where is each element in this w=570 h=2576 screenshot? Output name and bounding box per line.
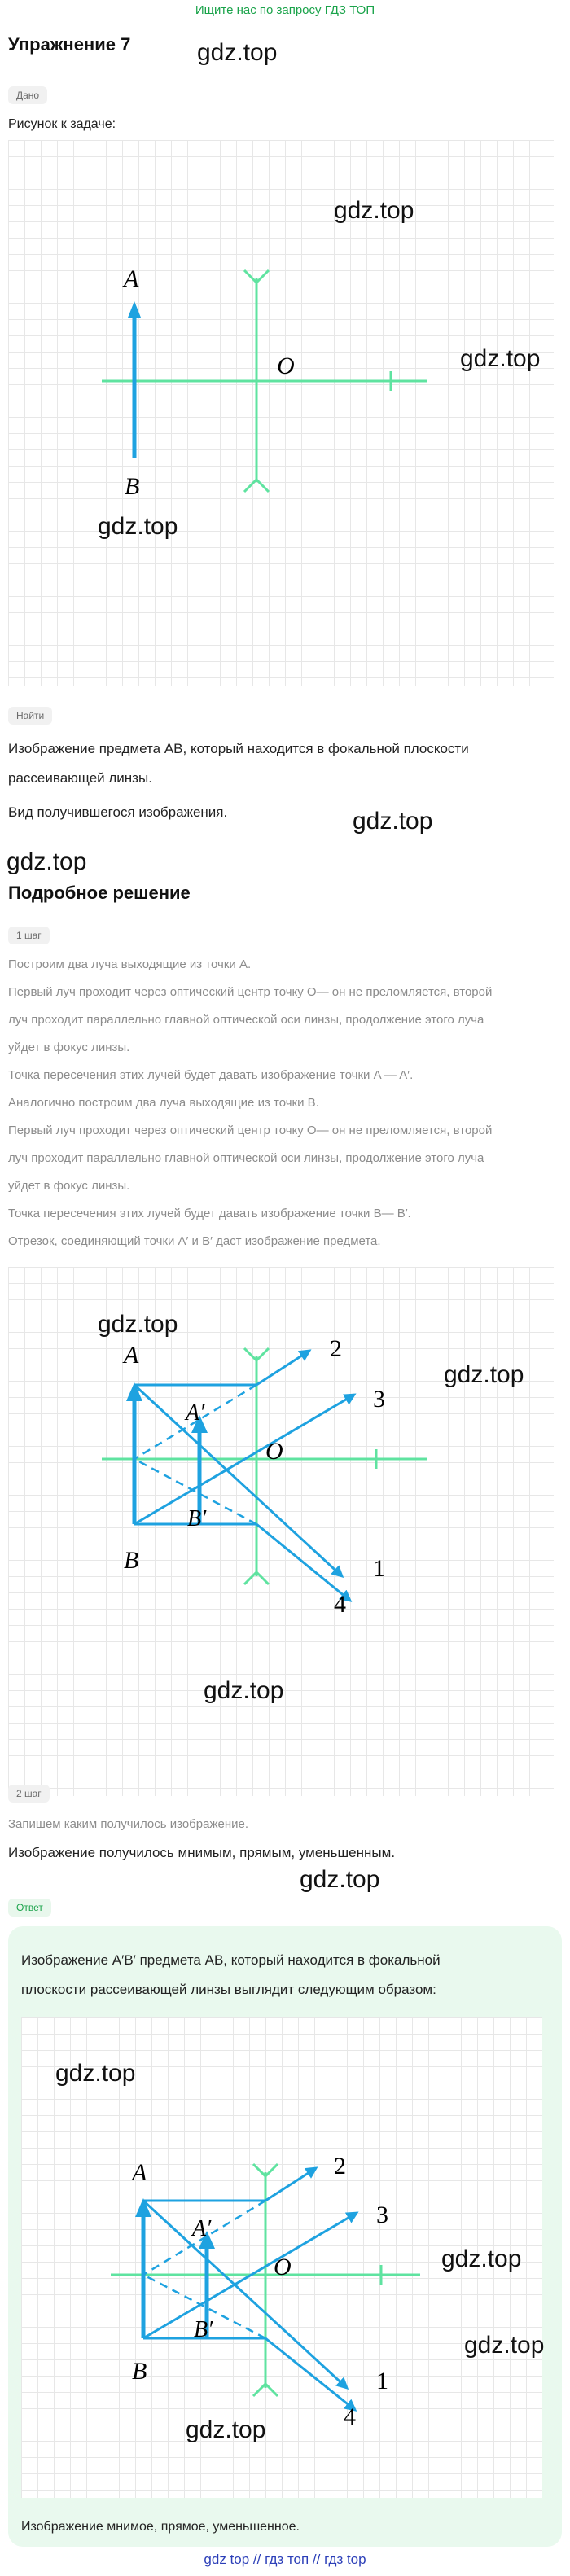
watermark: gdz.top <box>334 197 414 224</box>
step1-line: луч проходит параллельно главной оптической оси линзы, продолжение этого луча <box>8 1013 484 1027</box>
step1-line: Точка пересечения этих лучей будет давать изображение точки B— B′. <box>8 1207 411 1220</box>
watermark: gdz.top <box>300 1866 380 1893</box>
given-figure <box>8 140 554 686</box>
step1-tag: 1 шаг <box>8 927 50 944</box>
find-tag: Найти <box>8 707 52 725</box>
label-b: B <box>125 473 140 500</box>
step1-line: Первый луч проходит через оптический центр точку O— он не преломляется, второй <box>8 985 493 999</box>
ray-label-2: 2 <box>334 2153 346 2180</box>
ray-2 <box>265 2168 316 2201</box>
find-line-2: рассеивающей линзы. <box>8 770 152 786</box>
watermark: gdz.top <box>444 1361 524 1388</box>
ray-4 <box>265 2338 355 2410</box>
ray-label-2: 2 <box>330 1335 342 1362</box>
label-a-prime: A′ <box>192 2216 212 2241</box>
label-o: O <box>277 353 295 379</box>
label-b: B <box>124 1547 139 1574</box>
step1-line: уйдет в фокус линзы. <box>8 1179 130 1193</box>
step1-line: Точка пересечения этих лучей будет давать изображение точки A — A′. <box>8 1068 414 1082</box>
step1-line: Построим два луча выходящие из точки A. <box>8 957 252 971</box>
solution-heading: Подробное решение <box>8 883 191 903</box>
step1-line: Аналогично построим два луча выходящие из точки B. <box>8 1096 319 1110</box>
label-o: O <box>265 1438 283 1465</box>
step2-line-2: Изображение получилось мнимым, прямым, уменьшенным. <box>8 1845 396 1860</box>
ray-label-3: 3 <box>376 2201 388 2228</box>
ray-label-4: 4 <box>344 2403 356 2430</box>
ray-label-1: 1 <box>373 1555 385 1582</box>
answer-line-2: плоскости рассеивающей линзы выглядит следующим образом: <box>21 1982 436 1997</box>
label-a: A <box>132 2159 147 2186</box>
watermark: gdz.top <box>464 2332 545 2359</box>
object-arrow-head <box>128 301 141 318</box>
watermark: gdz.top <box>186 2416 266 2443</box>
label-b-prime: B′ <box>187 1506 207 1531</box>
ray-label-1: 1 <box>376 2368 388 2394</box>
watermark: gdz.top <box>7 848 87 875</box>
answer-final: Изображение мнимое, прямое, уменьшенное. <box>21 2520 300 2534</box>
solution-diagram <box>8 1267 554 1796</box>
label-a: A <box>124 1342 139 1369</box>
step1-line: Первый луч проходит через оптический центр точку O— он не преломляется, второй <box>8 1124 493 1137</box>
label-b: B <box>132 2358 147 2385</box>
given-caption: Рисунок к задаче: <box>8 117 116 131</box>
ray-4 <box>256 1524 350 1601</box>
find-line-3: Вид получившегося изображения. <box>8 804 228 820</box>
find-line-1: Изображение предмета AB, который находится в фокальной плоскости <box>8 741 469 756</box>
exercise-title: Упражнение 7 <box>8 34 131 55</box>
answer-box <box>8 1926 562 2547</box>
label-a: A <box>124 265 139 292</box>
watermark: gdz.top <box>204 1677 284 1704</box>
step1-line: Отрезок, соединяющий точки A′ и B′ даст изображение предмета. <box>8 1234 381 1248</box>
label-a-prime: A′ <box>186 1400 205 1426</box>
answer-line-1: Изображение A′B′ предмета AB, который находится в фокальной <box>21 1952 441 1968</box>
ray-label-4: 4 <box>334 1591 346 1618</box>
ray-1 <box>143 2201 347 2388</box>
given-tag: Дано <box>8 86 47 104</box>
watermark: gdz.top <box>441 2245 522 2272</box>
answer-tag: Ответ <box>8 1899 51 1917</box>
step1-line: уйдет в фокус линзы. <box>8 1040 130 1054</box>
label-o: O <box>274 2254 292 2280</box>
watermark: gdz.top <box>353 808 433 835</box>
watermark: gdz.top <box>55 2060 136 2087</box>
step2-line-1: Запишем каким получилось изображение. <box>8 1817 248 1831</box>
given-diagram <box>8 140 554 686</box>
solution-figure <box>8 1267 554 1796</box>
step1-text <box>8 951 562 1255</box>
step1-line: луч проходит параллельно главной оптической оси линзы, продолжение этого луча <box>8 1151 484 1165</box>
ray-1 <box>134 1385 342 1576</box>
watermark: gdz.top <box>197 39 278 66</box>
ray-2 <box>256 1351 309 1385</box>
watermark: gdz.top <box>98 1311 178 1338</box>
label-b-prime: B′ <box>194 2317 213 2342</box>
ray-label-3: 3 <box>373 1386 385 1413</box>
watermark: gdz.top <box>98 513 178 540</box>
top-banner[interactable]: Ищите нас по запросу ГДЗ ТОП <box>195 3 375 17</box>
step2-tag: 2 шаг <box>8 1785 50 1803</box>
watermark: gdz.top <box>460 345 541 372</box>
footer-links[interactable]: gdz top // гдз топ // гдз top <box>204 2552 366 2567</box>
